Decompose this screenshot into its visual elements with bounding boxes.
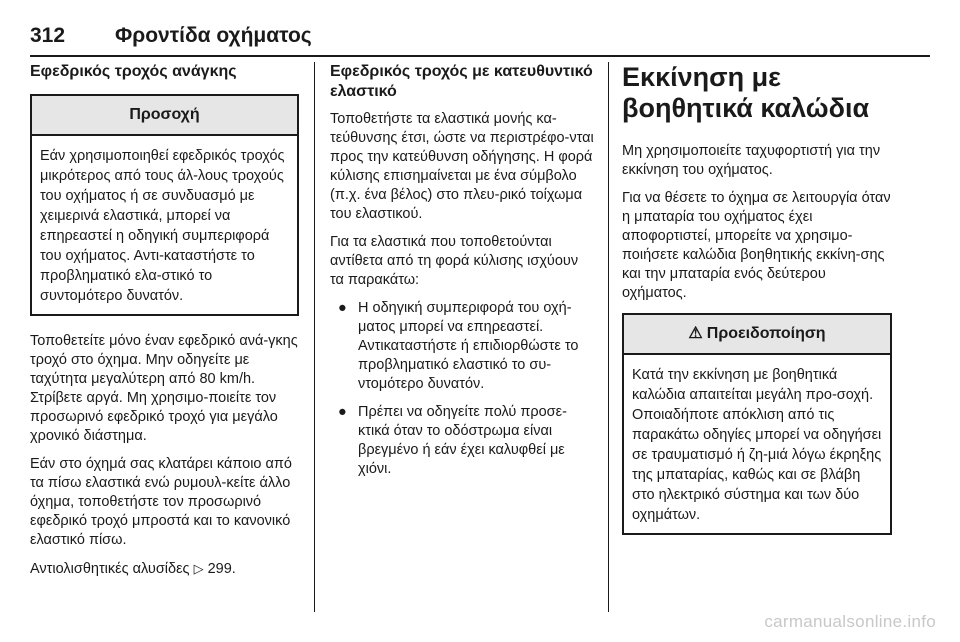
caution-box [30, 94, 299, 316]
list-item-text: Πρέπει να οδηγείτε πολύ προσε-κτικά όταν το οδόστρωμα είναι βρεγμένο ή εάν έχει καλυφθεί με χιόνι. [358, 404, 567, 477]
paragraph: Τοποθετείτε μόνο έναν εφεδρικό ανά-γκης τροχό στο όχημα. Μην οδηγείτε με ταχύτητα μεγαλύτερη από 80 km/h. Στρίβετε αργά. Μη χρησιμο-ποιείτε τον προσωρινό εφεδρικό τροχό για μεγάλο χρονικό διάστημα. [30, 333, 298, 444]
column-1 [30, 62, 299, 588]
column-divider [608, 62, 609, 612]
section-heading-emergency-spare: Εφεδρικός τροχός ανάγκης [30, 63, 237, 80]
page-reference-icon: ▷ [193, 561, 204, 576]
page-number: 312 [30, 24, 66, 47]
column-2 [330, 62, 596, 488]
section-heading-jump-start: Εκκίνηση με βοηθητικά καλώδια [622, 62, 870, 123]
bullet-icon: ● [338, 404, 347, 420]
warning-title: Προειδοποίηση [706, 325, 826, 342]
column-3 [622, 62, 892, 535]
warning-text: Κατά την εκκίνηση με βοηθητικά καλώδια απαιτείται μεγάλη προ-σοχή. Οποιαδήποτε απόκλιση από τις παρακάτω οδηγίες μπορεί να οδηγήσει σε τραυματισμό ή ζη-μιά λόγω έκρηξης της μπαταρίας, καθώς και σε βλάβη στο ηλεκτρικό σύστημα και των δύο οχημάτων. [632, 367, 882, 523]
paragraph: Για τα ελαστικά που τοποθετούνται αντίθετα από τη φορά κύλισης ισχύουν τα παρακάτω: [330, 234, 579, 288]
section-heading-directional-spare: Εφεδρικός τροχός με κατευθυντικό ελαστικό [330, 63, 593, 100]
warning-box [622, 313, 892, 535]
list-item [330, 403, 596, 479]
list-item [330, 299, 596, 394]
paragraph: Μη χρησιμοποιείτε ταχυφορτιστή για την εκκίνηση του οχήματος. [622, 143, 881, 178]
chapter-title: Φροντίδα οχήματος [115, 24, 312, 47]
paragraph: Εάν στο όχημά σας κλατάρει κάποιο από τα πίσω ελαστικά ενώ ρυμουλ-κείτε άλλο όχημα, τοποθετήστε τον προσωρινό εφεδρικό τροχό μπροστά και το κανονικό ελαστικό πίσω. [30, 456, 292, 548]
bullet-icon: ● [338, 300, 347, 316]
paragraph: Τοποθετήστε τα ελαστικά μονής κα-τεύθυνσης έτσι, ώστε να περιστρέφο-νται προς την κατεύθυνση οδήγησης. Η φορά κύλισης επισημαίνεται με ένα σύμβολο (π.χ. ένα βέλος) στο πλευ-ρικό τοίχωμα του ελαστικού. [330, 111, 594, 222]
warning-icon: ⚠ [688, 325, 703, 342]
bullet-list [330, 299, 596, 479]
warning-header [624, 315, 890, 355]
list-item-text: Η οδηγική συμπεριφορά του οχή-ματος μπορεί να επηρεαστεί. Αντικαταστήστε ή επιδιορθώστε το προβληματικό ελαστικό το συ-ντομότερο δυνατόν. [358, 300, 579, 392]
paragraph-snow-chains-ref [30, 559, 299, 579]
column-divider [314, 62, 315, 612]
paragraph: Για να θέσετε το όχημα σε λειτουργία όταν η μπαταρία του οχήματος έχει αποφορτιστεί, μπορείτε να χρησιμο-ποιήσετε καλώδια βοηθητικής εκκίνη-σης και την μπαταρία ενός δεύτερου οχήματος. [622, 190, 891, 301]
caution-title: Προσοχή [32, 96, 297, 136]
ref-text: Αντιολισθητικές αλυσίδες [30, 561, 190, 577]
page-header [30, 24, 312, 54]
header-rule [30, 55, 930, 57]
page-reference-link[interactable]: 299. [207, 561, 236, 577]
caution-text: Εάν χρησιμοποιηθεί εφεδρικός τροχός μικρότερος από τους άλ-λους τροχούς του οχήματος ή σε συνδυασμό με χειμερινά ελαστικά, μπορεί να επηρεαστεί η οδηγική συμπεριφορά του οχήματος. Αντι-καταστήστε το προβληματικό ελα-στικό το συντομότερο δυνατόν. [40, 148, 285, 304]
watermark: carmanualsonline.info [764, 612, 936, 631]
